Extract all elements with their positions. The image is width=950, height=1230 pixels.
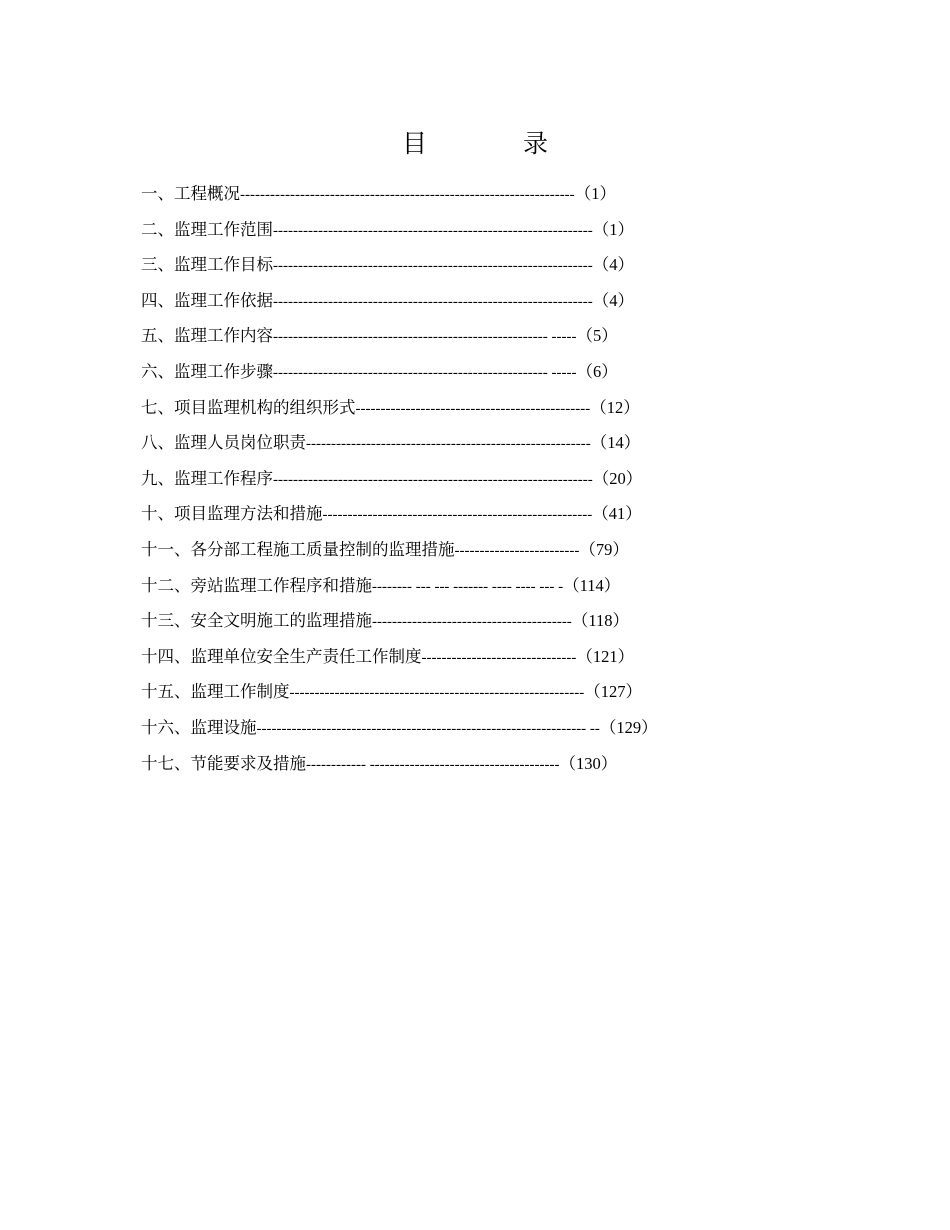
toc-entry-label: 十四、监理单位安全生产责任工作制度	[141, 646, 422, 666]
toc-entry-leader: ----------------------------------------	[372, 614, 572, 631]
toc-entry-label: 五、监理工作内容	[141, 326, 273, 346]
toc-entry-page: （1）	[574, 184, 616, 203]
toc-entry-label: 十五、监理工作制度	[141, 682, 290, 702]
toc-entry[interactable]	[141, 674, 721, 710]
toc-entry[interactable]	[141, 603, 721, 639]
toc-entry[interactable]	[141, 639, 721, 675]
toc-entry-label: 八、监理人员岗位职责	[141, 433, 306, 453]
toc-entry[interactable]	[141, 247, 721, 283]
toc-entry[interactable]	[141, 746, 721, 782]
toc-entry[interactable]	[141, 425, 721, 461]
toc-entry-page: （129）	[599, 717, 658, 737]
toc-entry-leader: ----------------------------------------------------------------	[273, 222, 593, 239]
toc-entry-leader: -----------------------------------------------	[355, 400, 591, 417]
toc-entry-page: （121）	[576, 646, 635, 666]
toc-entry-label: 三、监理工作目标	[141, 255, 273, 275]
toc-entry-page: （1）	[592, 219, 634, 239]
toc-entry-leader: -------- --- --- ------- ---- ---- --- -	[372, 578, 564, 595]
toc-entry-page: （114）	[563, 575, 621, 595]
toc-entry-label: 十二、旁站监理工作程序和措施	[141, 575, 372, 595]
toc-entry-page: （12）	[590, 397, 640, 417]
toc-entry-page: （14）	[590, 433, 641, 453]
toc-entry-leader: ----------------------------------------------------------------	[273, 293, 593, 310]
toc-entry-page: （20）	[592, 468, 643, 488]
toc-entry-leader: -------------------------	[454, 542, 580, 559]
toc-entry[interactable]	[141, 568, 721, 604]
toc-entry[interactable]	[141, 212, 721, 248]
toc-entry-page: （118）	[571, 611, 629, 631]
toc-entry-label: 十一、各分部工程施工质量控制的监理措施	[141, 539, 455, 559]
toc-entry-leader: ---------------------------------------------------------	[306, 436, 591, 453]
toc-entry-page: （41）	[592, 504, 642, 524]
toc-entry-label: 十七、节能要求及措施	[141, 753, 306, 773]
toc-entry-leader: ------------------------------------------------------- -----	[273, 329, 577, 346]
toc-entry[interactable]	[141, 318, 721, 354]
toc-entry-label: 四、监理工作依据	[141, 290, 273, 310]
toc-entry-leader: ------------------------------------------------------	[322, 507, 593, 524]
toc-entry-label: 二、监理工作范围	[141, 219, 273, 239]
toc-entry[interactable]	[141, 176, 721, 212]
toc-entry-leader: ----------------------------------------------------------------	[273, 258, 593, 275]
toc-entry[interactable]	[141, 283, 721, 319]
toc-entry-leader: -------------------------------	[421, 649, 577, 666]
toc-entry-page: （6）	[576, 361, 618, 381]
toc-entry[interactable]	[141, 496, 721, 532]
toc-entry-label: 十六、监理设施	[141, 717, 257, 737]
page-title	[0, 126, 950, 162]
toc-entry[interactable]	[141, 710, 721, 746]
toc-entry-page: （79）	[579, 539, 629, 559]
table-of-contents	[141, 176, 721, 781]
toc-entry-page: （4）	[592, 255, 634, 275]
toc-entry-label: 九、监理工作程序	[141, 468, 273, 488]
toc-entry-leader: ------------------------------------------------------- -----	[273, 364, 577, 381]
toc-entry[interactable]	[141, 354, 721, 390]
page-title-char-1: 目	[401, 129, 427, 158]
toc-entry-page: （130）	[559, 753, 618, 773]
toc-entry[interactable]	[141, 461, 721, 497]
toc-entry-leader: ------------ --------------------------------------	[306, 756, 560, 773]
toc-entry-page: （5）	[576, 326, 618, 346]
page-title-char-2: 录	[523, 129, 549, 158]
toc-entry-page: （4）	[592, 290, 634, 310]
toc-entry[interactable]	[141, 390, 721, 426]
toc-entry-label: 十、项目监理方法和措施	[141, 504, 323, 524]
toc-entry-leader: ------------------------------------------------------------------ --	[256, 720, 600, 737]
toc-entry-label: 一、工程概况	[141, 184, 240, 203]
toc-entry-leader: -------------------------------------------------------------------	[240, 187, 575, 203]
toc-entry-label: 七、项目监理机构的组织形式	[141, 397, 356, 417]
toc-entry[interactable]	[141, 532, 721, 568]
toc-entry-label: 六、监理工作步骤	[141, 361, 273, 381]
toc-entry-leader: ----------------------------------------------------------------	[273, 471, 593, 488]
toc-entry-leader: -----------------------------------------------------------	[289, 685, 585, 702]
toc-entry-label: 十三、安全文明施工的监理措施	[141, 611, 372, 631]
toc-entry-page: （127）	[584, 682, 642, 702]
